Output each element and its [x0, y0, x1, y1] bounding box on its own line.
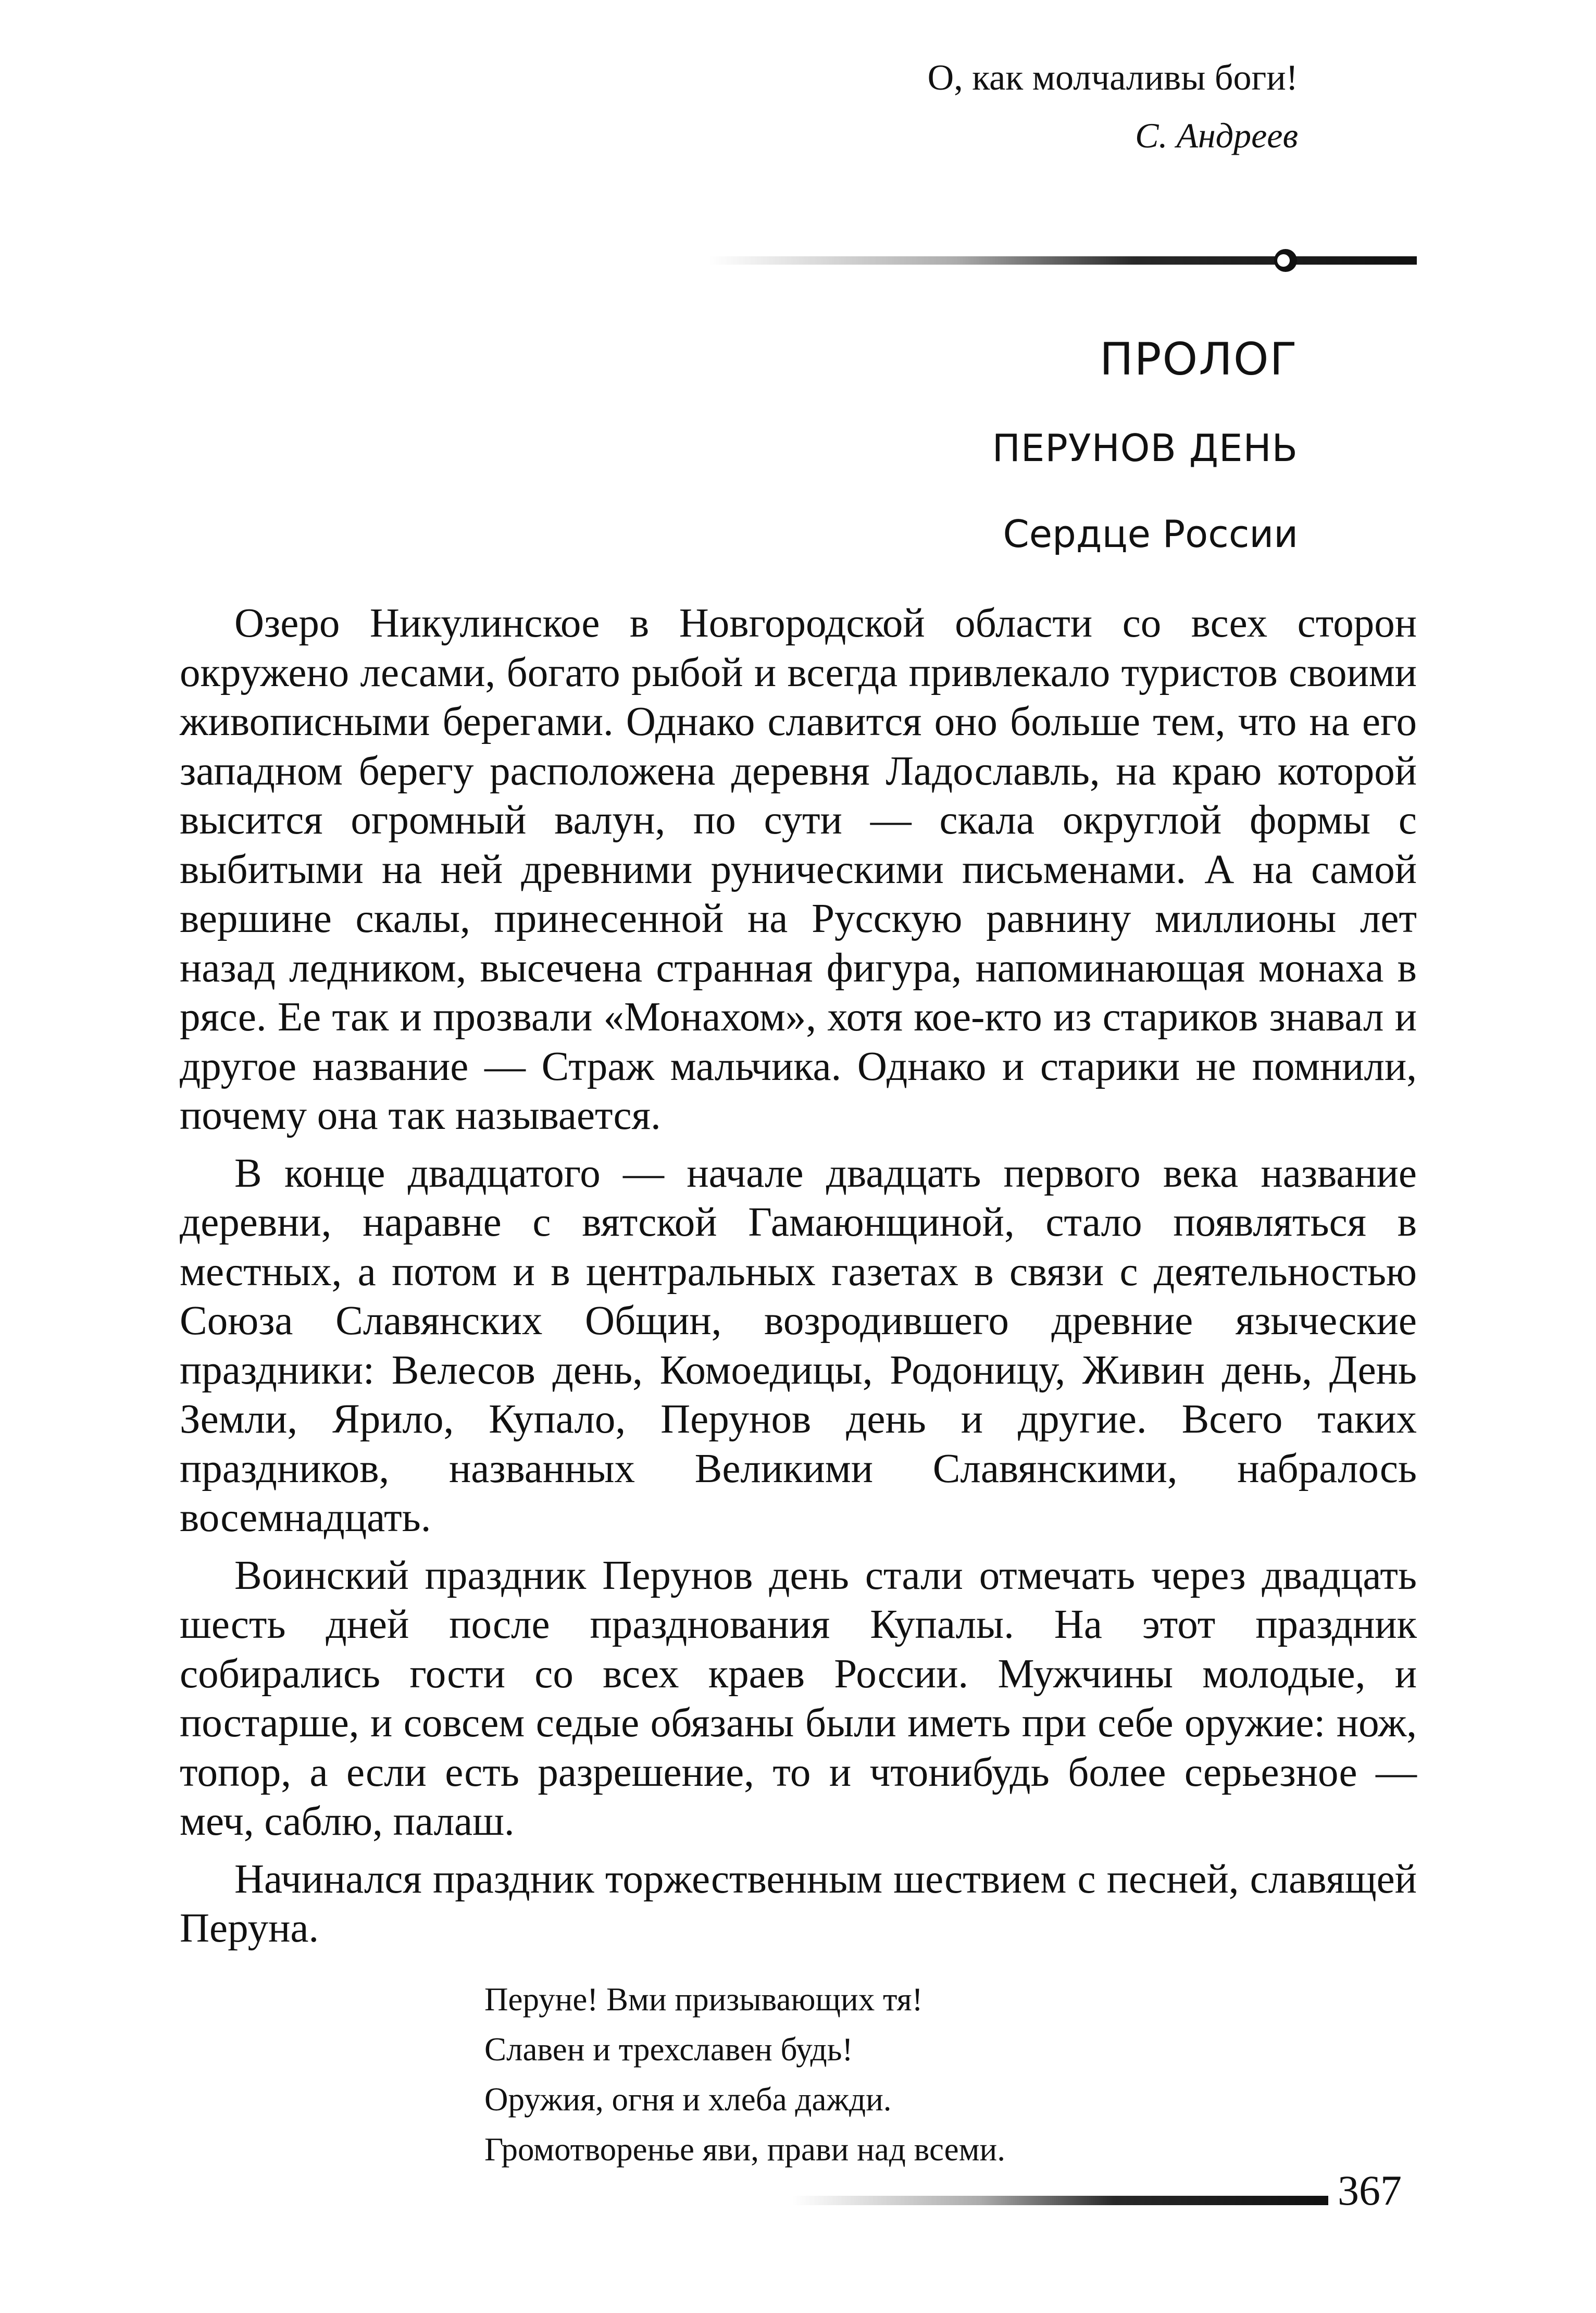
- section-heading: Сердце России: [1003, 512, 1298, 556]
- epigraph-text: О, как молчаливы боги!: [927, 58, 1298, 98]
- footer-rule: [792, 2191, 1328, 2211]
- poem-line-4: Громотворенье яви, прави над всеми.: [484, 2131, 1005, 2168]
- poem-line-1: Перуне! Вми призывающих тя!: [484, 1981, 923, 2018]
- epigraph-author: С. Андреев: [1135, 116, 1298, 155]
- paragraph-1: Озеро Никулинское в Новгородской области со всех сторон окружено лесами, богато рыбой и всегда привлекало туристов своими живописными берегами. Однако славится оно больше тем, что на его западном берегу расположена деревня Ладославль, на краю которой высится огромный валун, по сути — скала округлой формы с выбитыми на ней древними руническими письменами. А на самой вершине скалы, принесенной на Русскую равнину миллионы лет назад ледником, высечена странная фигура, напоминающая монаха в рясе. Ее так и прозвали «Монахом», хотя кое-кто из стариков знавал и другое название — Страж мальчика. Однако и старики не помнили, почему она так называется.: [180, 601, 1417, 1138]
- poem-line-2: Славен и трехславен будь!: [484, 2031, 853, 2068]
- chapter-headings: [992, 331, 1298, 563]
- poem-line-3: Оружия, огня и хлеба дажди.: [484, 2081, 892, 2118]
- paragraph-3: Воинский праздник Перунов день стали отмечать через двадцать шесть дней после празднования Купалы. На этот праздник собирались гости со всех краев России. Мужчины молодые, и постарше, и совсем седые обязаны были иметь при себе оружие: нож, топор, а если есть разрешение, то и чтонибудь более серьезное — меч, саблю, палаш.: [180, 1552, 1417, 1844]
- chapter-heading: ПЕРУНОВ ДЕНЬ: [992, 426, 1298, 470]
- ornament-divider: [708, 245, 1417, 276]
- part-heading: ПРОЛОГ: [1099, 333, 1298, 385]
- epigraph: [928, 49, 1298, 164]
- paragraph-2: В конце двадцатого — начале двадцать первого века название деревни, наравне с вятской Гамаюнщиной, стало появляться в местных, а потом и в центральных газетах в связи с деятельностью Союза Славянских Общин, возродившего древние языческие праздники: Велесов день, Комоедицы, Родоницу, Живин день, День Земли, Ярило, Купало, Перунов день и другие. Всего таких праздников, названных Великими Славянскими, набралось восемнадцать.: [180, 1150, 1417, 1540]
- poem: [484, 1974, 1005, 2174]
- paragraph-4: Начинался праздник торжественным шествием с песней, славящей Перуна.: [180, 1856, 1417, 1951]
- page-number: 367: [1338, 2167, 1402, 2214]
- body-text: [180, 599, 1417, 1962]
